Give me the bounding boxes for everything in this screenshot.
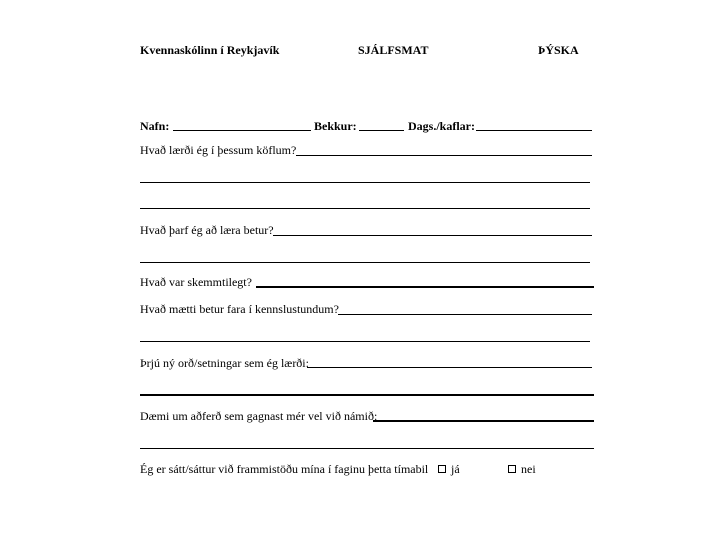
checkbox-yes-icon[interactable] (438, 465, 446, 473)
option-yes-label: já (451, 462, 460, 476)
date-chapters-field[interactable] (476, 130, 592, 131)
answer-fun-line[interactable] (256, 286, 594, 288)
class-field[interactable] (359, 130, 404, 131)
answer-learned-line-3[interactable] (140, 208, 590, 209)
name-field[interactable] (173, 130, 311, 131)
option-yes[interactable] (438, 462, 460, 476)
name-label: Nafn: (140, 119, 170, 133)
question-method: Dæmi um aðferð sem gagnast mér vel við námið: (140, 409, 378, 423)
option-no[interactable] (508, 462, 536, 476)
answer-new-words-line-2[interactable] (140, 394, 594, 396)
question-better-in-class: Hvað mætti betur fara í kennslustundum? (140, 302, 339, 316)
answer-new-words-line-1[interactable] (307, 367, 592, 368)
school-name: Kvennaskólinn í Reykjavík (140, 43, 280, 57)
date-chapters-label: Dags./kaflar: (408, 119, 475, 133)
checkbox-no-icon[interactable] (508, 465, 516, 473)
question-new-words: Þrjú ný orð/setningar sem ég lærði: (140, 356, 309, 370)
answer-better-line-2[interactable] (140, 341, 590, 342)
question-improve: Hvað þarf ég að læra betur? (140, 223, 274, 237)
answer-better-line-1[interactable] (338, 314, 592, 315)
answer-learned-line-1[interactable] (296, 155, 592, 156)
question-fun: Hvað var skemmtilegt? (140, 275, 252, 289)
class-label: Bekkur: (314, 119, 357, 133)
answer-improve-line-2[interactable] (140, 262, 590, 263)
subject-name: ÞÝSKA (538, 43, 579, 57)
question-satisfied: Ég er sátt/sáttur við frammistöðu mína í faginu þetta tímabil (140, 462, 429, 476)
question-learned: Hvað lærði ég í þessum köflum? (140, 143, 297, 157)
answer-learned-line-2[interactable] (140, 182, 590, 183)
answer-method-line-1[interactable] (373, 420, 594, 422)
answer-improve-line-1[interactable] (273, 235, 592, 236)
document-title: SJÁLFSMAT (358, 43, 429, 57)
option-no-label: nei (521, 462, 536, 476)
answer-method-line-2[interactable] (140, 448, 594, 449)
